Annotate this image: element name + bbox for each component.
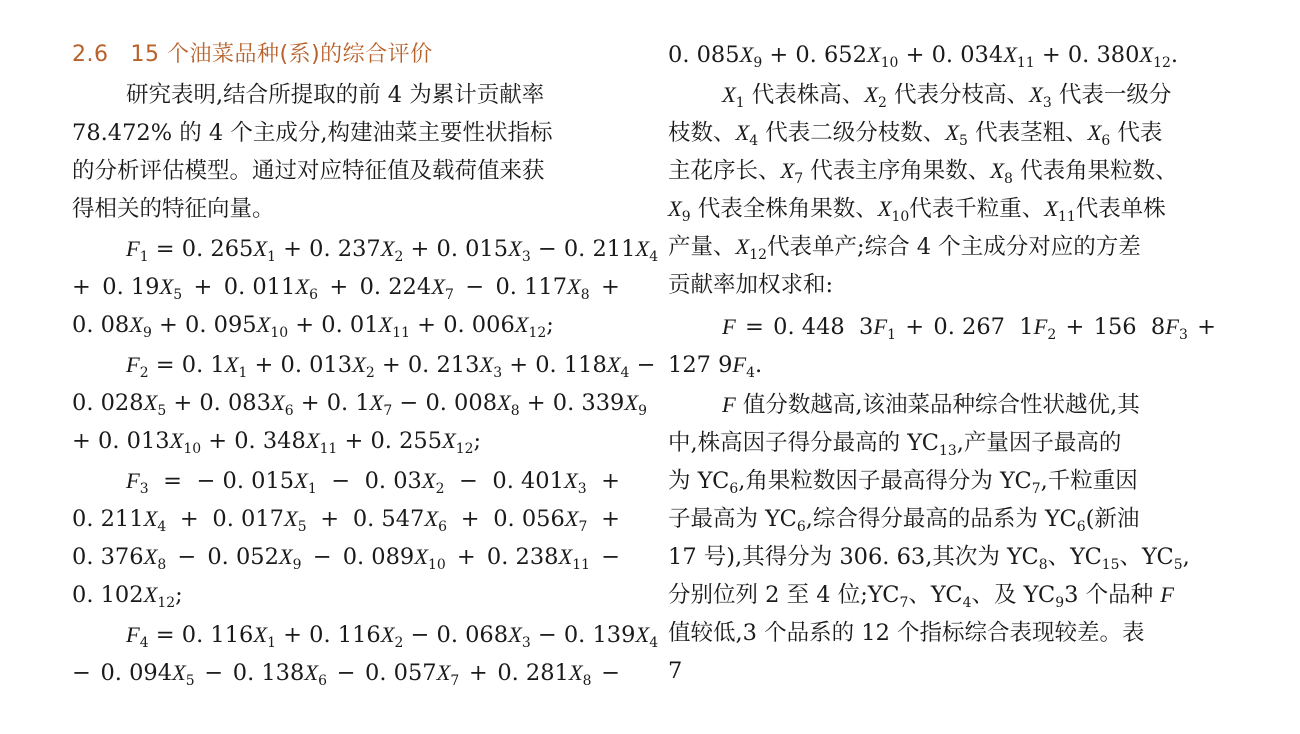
equation-f4-line1: $F_4 = 0$. $116X_1 + 0$. $116X_2 - 0$. $068X_3 - 0$. $139X_4$ xyxy=(126,622,659,651)
equation-f3-line4: 0. $102X_{12}$; xyxy=(72,582,183,611)
paragraph-line: 主花序长、$X_7$ 代表主序角果数、$X_8$ 代表角果粒数、 xyxy=(668,158,1178,187)
equation-f-line1: F = 0. 448 $3F_1$ + 0. 267 $1F_2$ + 156 $8F_3$ + xyxy=(722,314,1216,343)
paragraph-line: $X_1$ 代表株高、$X_2$ 代表分枝高、$X_3$ 代表一级分 xyxy=(722,82,1172,111)
paragraph-line: 值较低,3 个品系的 12 个指标综合表现较差。表 xyxy=(668,620,1145,646)
paragraph-line: 7 xyxy=(668,658,683,684)
equation-f4-line2: − 0. $094X_5$ − 0. $138X_6$ − 0. $057X_7$ + 0. $281X_8$ − xyxy=(72,660,620,689)
section-heading xyxy=(72,40,620,70)
equation-f2-line1: $F_2 = 0$. $1X_1 + 0$. $013X_2 + 0$. $213X_3 + 0$. $118X_4$ − xyxy=(126,352,656,381)
section-title: 15 个油菜品种(系)的综合评价 xyxy=(130,42,433,67)
equation-f3-line3: 0. $376X_8$ − 0. $052X_9$ − 0. $089X_{10}$ + 0. $238X_{11}$ − xyxy=(72,544,620,573)
equation-f3-line1: $F_3$ = − 0. $015X_1$ − 0. $03X_2$ − 0. $401X_3$ + xyxy=(126,468,620,497)
paragraph-line: 研究表明,结合所提取的前 4 为累计贡献率 xyxy=(126,82,545,108)
paragraph-line: 产量、$X_{12}$代表单产;综合 4 个主成分对应的方差 xyxy=(668,234,1141,263)
paragraph-line: 枝数、$X_4$ 代表二级分枝数、$X_5$ 代表茎粗、$X_6$ 代表 xyxy=(668,120,1163,149)
equation-f2-line3: + 0. $013X_{10} + 0$. $348X_{11} + 0$. $255X_{12}$; xyxy=(72,428,482,457)
paragraph-line: $X_9$ 代表全株角果数、$X_{10}$代表千粒重、$X_{11}$代表单株 xyxy=(668,196,1166,225)
equation-f1-line1: $F_1 = 0$. $265X_1 + 0$. $237X_2 + 0$. $015X_3 - 0$. $211X_4$ xyxy=(126,236,659,265)
paragraph-line: 得相关的特征向量。 xyxy=(72,196,275,222)
paragraph-line: F 值分数越高,该油菜品种综合性状越优,其 xyxy=(722,392,1140,418)
equation-f2-line2: 0. $028X_5 + 0$. $083X_6 + 0$. $1X_7 - 0$. $008X_8 + 0$. $339X_9$ xyxy=(72,390,647,419)
paragraph-line: 贡献率加权求和: xyxy=(668,272,834,298)
equation-f1-line2: + 0. $19X_5$ + 0. $011X_6$ + 0. $224X_7$ − 0. $117X_8$ + xyxy=(72,274,620,303)
equation-f3-line2: 0. $211X_4$ + 0. $017X_5$ + 0. $547X_6$ + 0. $056X_7$ + xyxy=(72,506,620,535)
paragraph-line: 78.472% 的 4 个主成分,构建油菜主要性状指标 xyxy=(72,120,553,146)
equation-f-line2: 127 $9F_4$. xyxy=(668,352,763,381)
section-number: 2.6 xyxy=(72,42,109,67)
equation-f4-line3: 0. $085X_9 + 0$. $652X_{10} + 0$. $034X_{11} + 0$. $380X_{12}$. xyxy=(668,42,1179,71)
paragraph-line: 为 $YC_6$,角果粒数因子最高得分为 $YC_7$,千粒重因 xyxy=(668,468,1138,497)
paragraph-line: 分别位列 2 至 4 位$;YC_7$、$YC_4$、及 $YC_93$ 个品种 F xyxy=(668,582,1175,611)
paragraph-line: 中,株高因子得分最高的 $YC_{13}$,产量因子最高的 xyxy=(668,430,1122,459)
equation-f1-line3: 0. $08X_9 + 0$. $095X_{10} + 0$. $01X_{11} + 0$. $006X_{12}$; xyxy=(72,312,554,341)
paragraph-line: 17 号),其得分为 306. 63,其次为 $YC_8$、$YC_{15}$、$YC_5$, xyxy=(668,544,1190,573)
paragraph-line: 的分析评估模型。通过对应特征值及载荷值来获 xyxy=(72,158,545,184)
paragraph-line: 子最高为 $YC_6$,综合得分最高的品系为 $YC_6$(新油 xyxy=(668,506,1140,535)
